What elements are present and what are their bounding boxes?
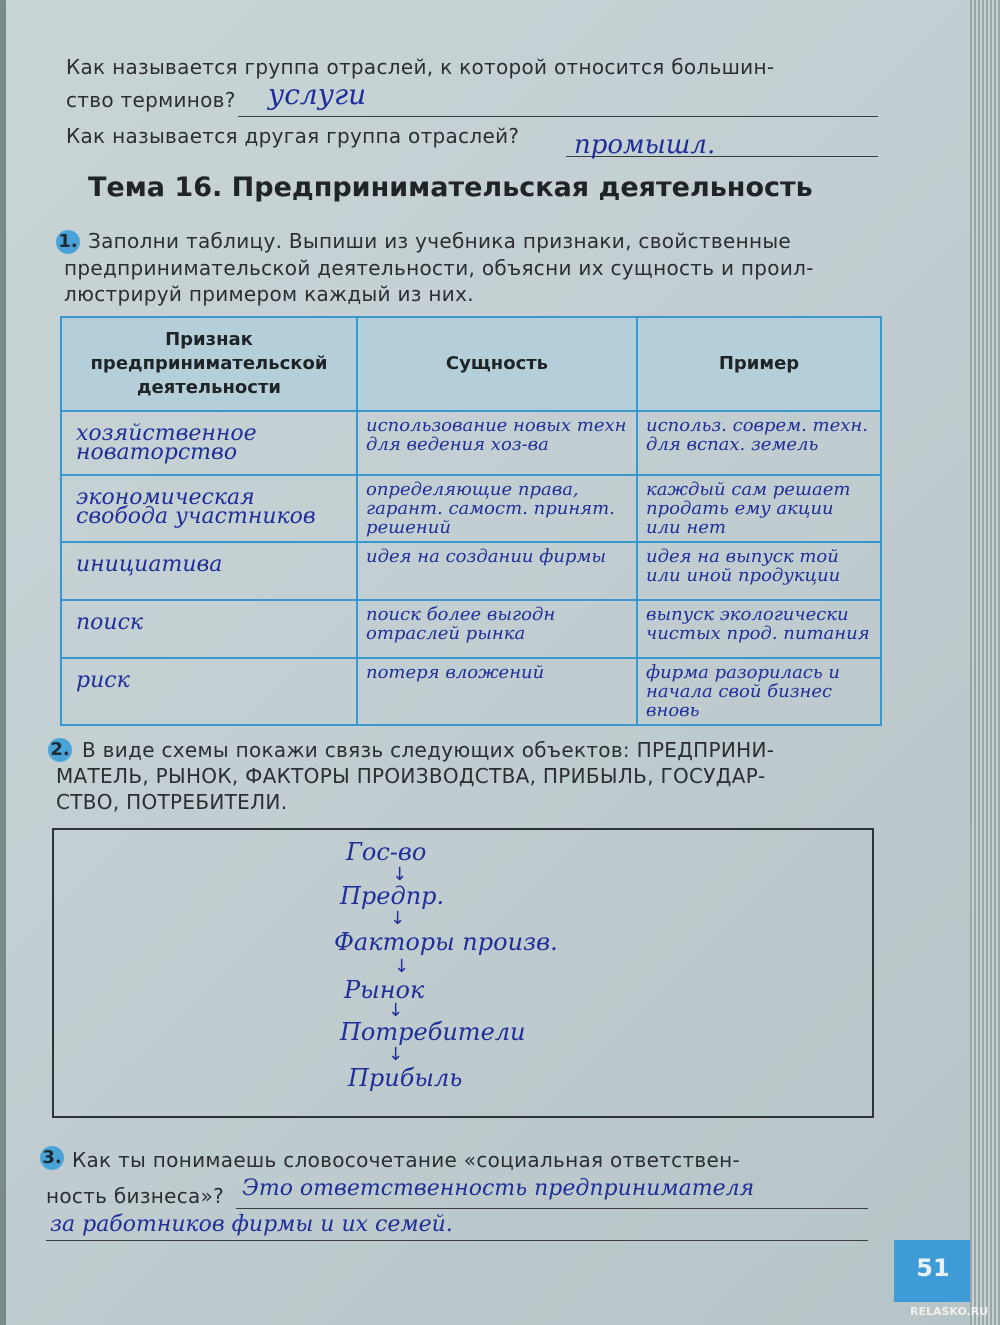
- task-text: В виде схемы покажи связь следующих объектов: ПРЕДПРИНИ-: [82, 738, 775, 762]
- task-text: МАТЕЛЬ, РЫНОК, ФАКТОРЫ ПРОИЗВОДСТВА, ПРИБЫЛЬ, ГОСУДАР-: [56, 764, 766, 788]
- table-cell: риск: [76, 668, 130, 693]
- table-cell: каждый сам решает продать ему акции или нет: [646, 479, 851, 538]
- question-text: ство терминов?: [66, 88, 236, 112]
- task-number-badge: 1.: [56, 230, 80, 254]
- question-text: Как называется группа отраслей, к которой относится большин-: [66, 55, 775, 79]
- column-header: Сущность: [357, 317, 637, 411]
- handwritten-answer: за работников фирмы и их семей.: [50, 1212, 453, 1237]
- scheme-node: Рынок: [344, 976, 425, 1004]
- task-text: Заполни таблицу. Выпиши из учебника признаки, свойственные: [88, 229, 792, 253]
- table-cell: фирма разорилась и начала свой бизнес вновь: [646, 662, 840, 721]
- scheme-node: Потребители: [340, 1018, 526, 1046]
- table-cell: поиск более выгодн отраслей рынка: [366, 604, 556, 644]
- watermark: RELASKO.RU: [910, 1305, 989, 1318]
- table-cell: выпуск экологически чистых прод. питания: [646, 604, 870, 644]
- table-cell: определяющие права, гарант. самост. принят. решений: [366, 479, 615, 538]
- table-cell: использование новых техн для ведения хоз-ва: [366, 415, 627, 455]
- table-header-row: [61, 317, 881, 411]
- page-edges: [970, 0, 1000, 1325]
- handwritten-answer: промышл.: [574, 130, 716, 160]
- table-row: [61, 411, 881, 475]
- table-cell: идея на выпуск той или иной продукции: [646, 546, 841, 586]
- answer-line: [238, 116, 878, 117]
- arrow-down-icon: ↓: [394, 956, 410, 977]
- table-cell: поиск: [76, 610, 144, 635]
- table-row: [61, 542, 881, 600]
- table-cell: хозяйственное новаторство: [76, 421, 257, 465]
- scheme-node: Предпр.: [340, 882, 445, 910]
- task-number-badge: 3.: [40, 1146, 64, 1170]
- table-row: [61, 600, 881, 658]
- column-header: Признак предпринимательской деятельности: [61, 317, 357, 411]
- table-cell: использ. соврем. техн. для вспах. земель: [646, 415, 869, 455]
- task-text: предпринимательской деятельности, объясни их сущность и проил-: [64, 256, 814, 280]
- scheme-box: [52, 828, 874, 1118]
- table-cell: экономическая свобода участников: [76, 485, 316, 529]
- page-number: 51: [894, 1240, 972, 1302]
- scheme-node: Гос-во: [346, 838, 427, 866]
- task-text: СТВО, ПОТРЕБИТЕЛИ.: [56, 790, 288, 814]
- workbook-page: [6, 0, 970, 1325]
- column-header: Пример: [637, 317, 881, 411]
- table-cell: идея на создании фирмы: [366, 546, 607, 567]
- answer-line: [46, 1240, 868, 1241]
- table-row: [61, 658, 881, 725]
- table-cell: потеря вложений: [366, 662, 545, 683]
- scheme-node: Факторы произв.: [334, 928, 558, 956]
- handwritten-answer: услуги: [268, 78, 367, 111]
- task-number-badge: 2.: [48, 738, 72, 762]
- arrow-down-icon: ↓: [392, 864, 408, 885]
- answer-line: [236, 1208, 868, 1209]
- task-text: ность бизнеса»?: [46, 1184, 225, 1208]
- arrow-down-icon: ↓: [390, 908, 406, 929]
- scheme-node: Прибыль: [348, 1064, 463, 1092]
- handwritten-answer: Это ответственность предпринимателя: [242, 1176, 755, 1201]
- features-table: [60, 316, 882, 726]
- task-text: Как ты понимаешь словосочетание «социальная ответствен-: [72, 1148, 740, 1172]
- task-text: люстрируй примером каждый из них.: [64, 282, 474, 306]
- table-row: [61, 475, 881, 542]
- topic-title: Тема 16. Предпринимательская деятельность: [88, 172, 813, 203]
- question-text: Как называется другая группа отраслей?: [66, 124, 520, 148]
- arrow-down-icon: ↓: [388, 1044, 404, 1065]
- arrow-down-icon: ↓: [388, 1000, 404, 1021]
- table-cell: инициатива: [76, 552, 223, 577]
